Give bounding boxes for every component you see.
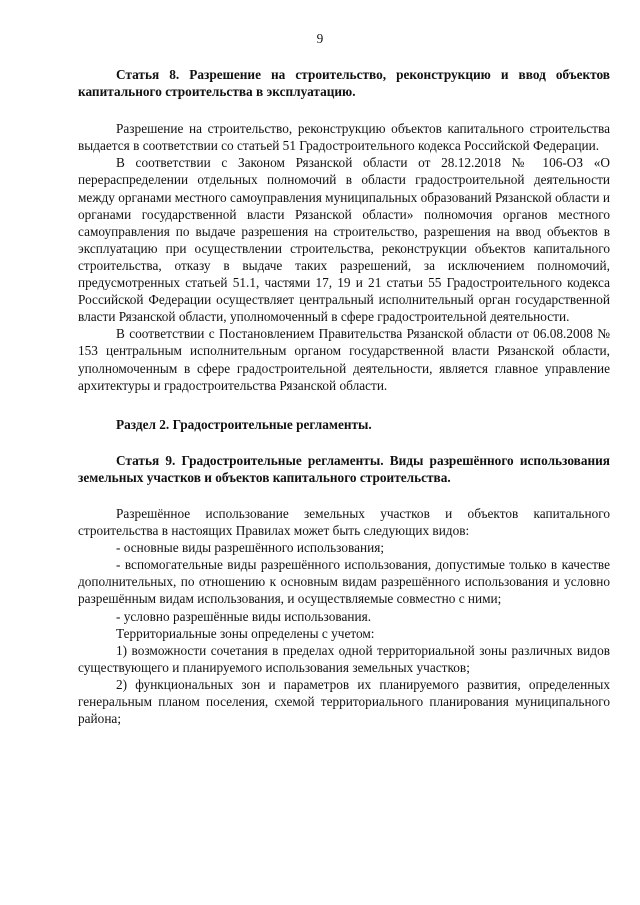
page-content: [78, 66, 610, 727]
article-8-heading: Статья 8. Разрешение на строительство, реконструкцию и ввод объектов капитального строительства в эксплуатацию.: [78, 67, 610, 100]
article-9-paragraph-1: Разрешённое использование земельных участков и объектов капитального строительства в настоящих Правилах может быть следующих видов:: [78, 505, 610, 539]
article-9-list-item-3: - условно разрешённые виды использования.: [116, 608, 372, 624]
article-8-paragraph-2: В соответствии с Законом Рязанской области от 28.12.2018 № 106-ОЗ «О перераспределении отдельных полномочий в области градостроительной деятельности между органами местного самоуправления муниципальных образований Рязанской области и органами государственной власти Рязанской области» полномочия органов местного самоуправления по выдаче разрешения на строительство, разрешения на ввод объектов в эксплуатацию при осуществлении строительства, реконструкции объектов капитального строительства, отказу в выдаче таких разрешений, за исключением полномочий, предусмотренных статьей 51.1, частями 17, 19 и 21 статьи 55 Градостроительного кодекса Российской Федерации осуществляет центральный исполнительный орган государственной власти Рязанской области, уполномоченный в сфере градостроительной деятельности.: [78, 155, 610, 325]
page-number: 9: [316, 31, 324, 46]
article-8-paragraph-1: Разрешение на строительство, реконструкцию объектов капитального строительства выдается в соответствии со статьей 51 Градостроительного кодекса Российской Федерации.: [78, 121, 610, 154]
article-9-numbered-item-1: 1) возможности сочетания в пределах одной территориальной зоны различных видов существующего и планируемого использования земельных участков;: [78, 642, 610, 675]
article-9-heading: Статья 9. Градостроительные регламенты. Виды разрешённого использования земельных участков и объектов капитального строительства.: [78, 452, 610, 485]
article-9-list-item-1: - основные виды разрешённого использования;: [116, 540, 385, 556]
article-9-numbered-item-2: 2) функциональных зон и параметров их планируемого развития, определенных генеральным планом поселения, схемой территориального планирования муниципального района;: [78, 676, 610, 727]
article-8-paragraph-3: В соответствии с Постановлением Правительства Рязанской области от 06.08.2008 № 153 центральным исполнительным органом государственной власти Рязанской области, уполномоченным в сфере градостроительной деятельности, является главное управление архитектуры и градостроительства Рязанской области.: [78, 326, 610, 393]
section-2-heading: Раздел 2. Градостроительные регламенты.: [116, 416, 372, 432]
article-9-paragraph-2: Территориальные зоны определены с учетом:: [116, 625, 375, 641]
article-9-list-item-2: - вспомогательные виды разрешённого использования, допустимые только в качестве дополнительных, по отношению к основным видам разрешённого использования и условно разрешённым видам использования, и осуществляемые совместно с ними;: [78, 557, 610, 607]
